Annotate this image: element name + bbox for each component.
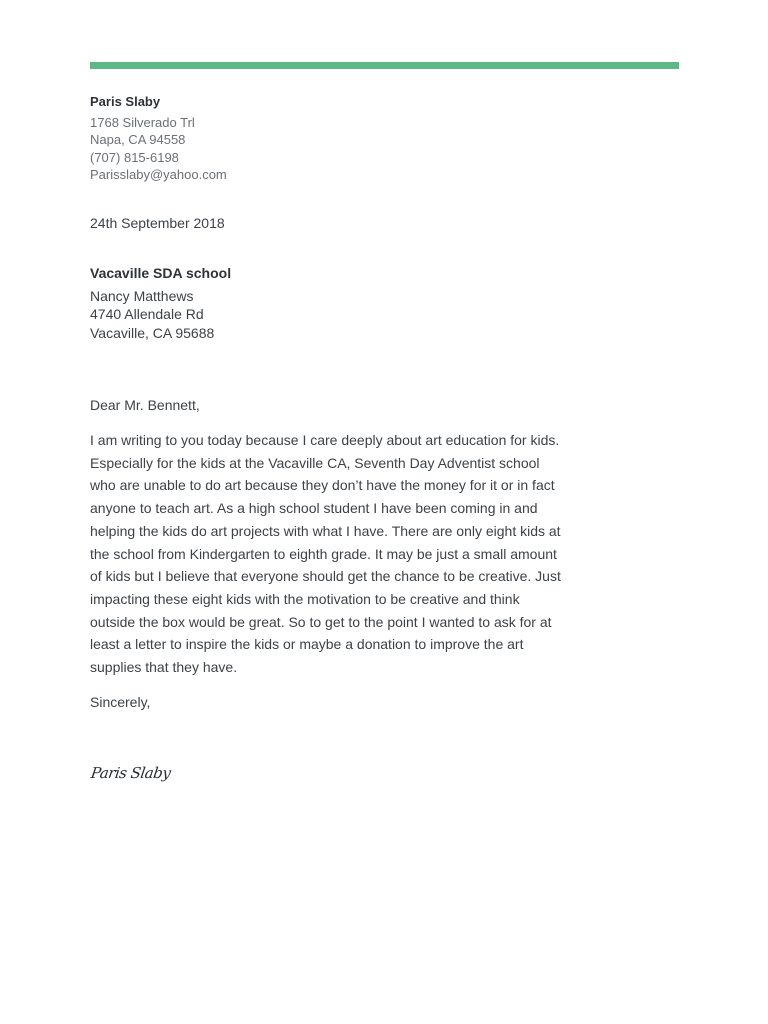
sender-block [90, 93, 227, 184]
closing: Sincerely, [90, 694, 151, 710]
sender-address-line2: Napa, CA 94558 [90, 132, 186, 147]
recipient-block [90, 264, 231, 342]
sender-name: Paris Slaby [90, 94, 161, 109]
letter-date: 24th September 2018 [90, 215, 225, 231]
recipient-organization: Vacaville SDA school [90, 265, 232, 281]
recipient-name: Nancy Matthews [90, 287, 194, 304]
signature: Paris Slaby [89, 764, 172, 782]
sender-phone: (707) 815-6198 [90, 149, 179, 165]
letter-body: I am writing to you today because I care deeply about art education for kids. Especially for the kids at the Vacaville CA, Seventh Day Adventist school who are unable to do art because they don’t have the money for it or in fact anyone to teach art. As a high school student I have been coming in and helping the kids do art projects with what I have. There are only eight kids at the school from Kindergarten to eighth grade. It may be just a small amount of kids but I believe that everyone should get the chance to be creative. Just impacting these eight kids with the motivation to be creative and think outside the box would be great. So to get to the point I wanted to ask for at least a letter to inspire the kids or maybe a donation to improve the art supplies that they have. [90, 432, 561, 676]
accent-bar [90, 62, 679, 69]
sender-address-line1: 1768 Silverado Trl [90, 114, 195, 130]
salutation: Dear Mr. Bennett, [90, 397, 200, 413]
sender-email: Parisslaby@yahoo.com [90, 167, 227, 182]
recipient-address-line1: 4740 Allendale Rd [90, 306, 204, 322]
recipient-address-line2: Vacaville, CA 95688 [90, 324, 215, 341]
